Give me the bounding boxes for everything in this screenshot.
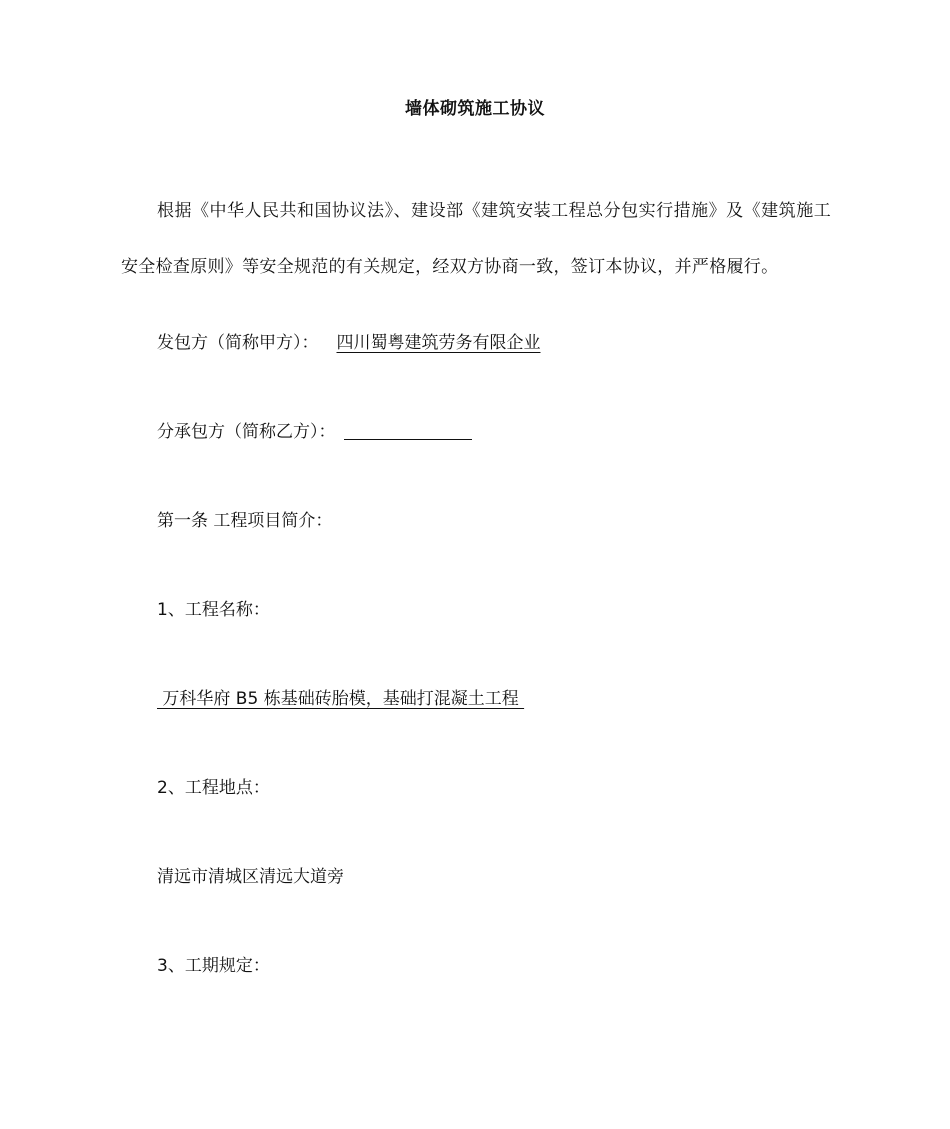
intro-paragraph: 根据《中华人民共和国协议法》、建设部《建筑安装工程总分包实行措施》及《建筑施工安全检查原则》等安全规范的有关规定，经双方协商一致，签订本协议，并严格履行。 (121, 201, 831, 277)
party-b-line (157, 420, 472, 444)
party-a-label: 发包方（简称甲方）： (157, 333, 319, 353)
item1-value: 万科华府 B5 栋基础砖胎模，基础打混凝土工程 (157, 689, 525, 709)
document-title: 墙体砌筑施工协议 (405, 99, 545, 119)
item1-value-line (157, 687, 524, 711)
party-a-value: 四川蜀粤建筑劳务有限企业 (336, 333, 541, 353)
party-b-label: 分承包方（简称乙方）： (157, 422, 336, 442)
item2-label: 2、工程地点： (157, 778, 270, 798)
party-b-blank-field (344, 421, 472, 440)
item1-label: 1、工程名称： (157, 600, 270, 620)
article1-heading: 第一条 工程项目简介： (157, 511, 333, 531)
party-a-line (157, 331, 541, 355)
item2-value: 清远市清城区清远大道旁 (157, 867, 344, 887)
item3-label: 3、工期规定： (157, 956, 270, 976)
